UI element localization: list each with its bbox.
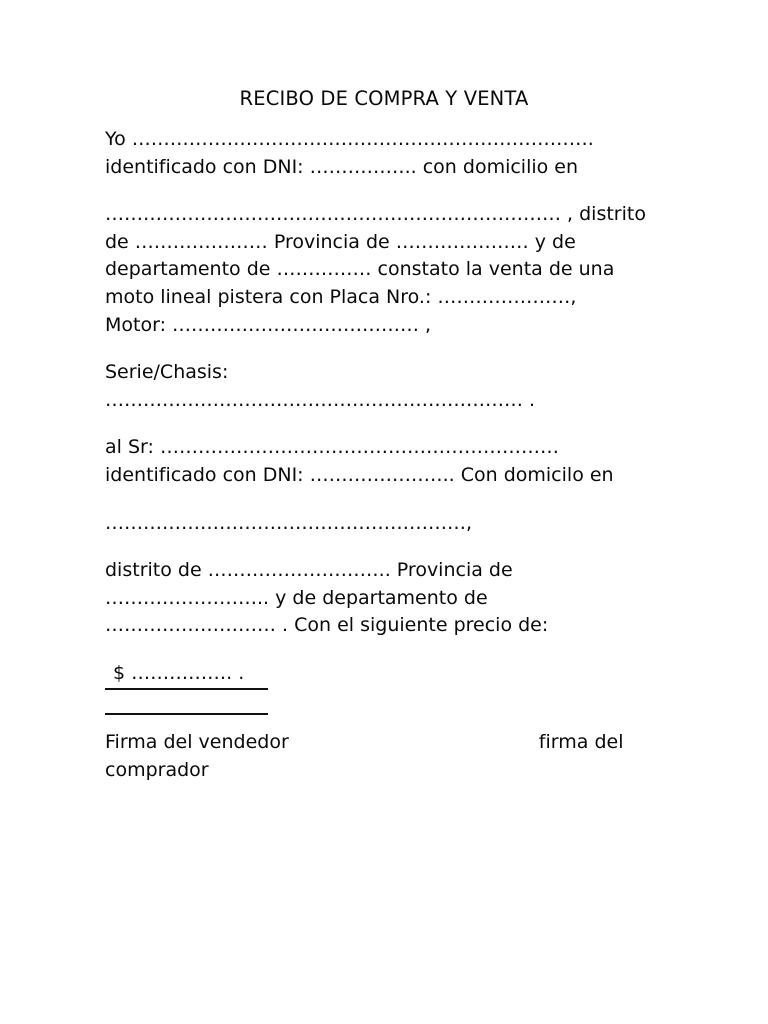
signature-label-buyer-part2: del comprador [105, 731, 624, 781]
page-title: RECIBO DE COMPRA Y VENTA [239, 87, 529, 110]
line-yo: Yo ………………………………………………………………. [105, 128, 594, 150]
signature-labels [105, 729, 647, 784]
line-price-field: $ ……………. . [113, 661, 245, 684]
signature-label-seller: Firma del vendedor [105, 731, 289, 753]
signature-line-seller [105, 688, 268, 690]
line-serie-chasis-blank: ………………………………………………………… . [105, 388, 536, 411]
line-precio-intro: ……………………… . Con el siguiente precio de: [105, 614, 549, 637]
line-buyer-provincia: …………………….. y de departamento de [105, 586, 488, 609]
line-motor: Motor: ………………………………… , [105, 313, 432, 336]
paragraph-seller-identity [105, 126, 647, 181]
paragraph-buyer-address [105, 510, 647, 538]
line-al-sr: al Sr: ……………………………………………………… [105, 436, 559, 459]
line-moto-placa: moto lineal pistera con Placa Nro.: …………………, [105, 285, 577, 308]
label-serie-chasis: Serie/Chasis: [105, 361, 229, 384]
paragraph-serie-chasis [105, 359, 647, 414]
line-address-distrito: ……………………………………………………………… , distrito [105, 203, 646, 226]
line-seller-dni: identificado con DNI: …………….. con domicilio en [105, 155, 579, 178]
paragraph-price-amount [105, 660, 647, 688]
line-distrito-provincia: de ………………… Provincia de ………………… y de [105, 230, 576, 253]
paragraph-seller-address-and-vehicle [105, 201, 647, 339]
line-departamento-constato: departamento de …………… constato la venta de una [105, 258, 615, 281]
signature-area [105, 688, 647, 784]
line-buyer-dni: identificado con DNI: ………………….. Con domicilo en [105, 463, 614, 486]
document-body [105, 126, 647, 688]
signature-label-buyer-part1: firma [538, 731, 589, 753]
line-buyer-address-blank: …………………………………………………, [105, 511, 473, 534]
line-buyer-distrito: distrito de ……………………….. Provincia de [105, 559, 513, 582]
paragraph-buyer-location-and-price [105, 557, 647, 640]
paragraph-buyer-identity [105, 434, 647, 489]
signature-line-buyer [105, 713, 268, 715]
